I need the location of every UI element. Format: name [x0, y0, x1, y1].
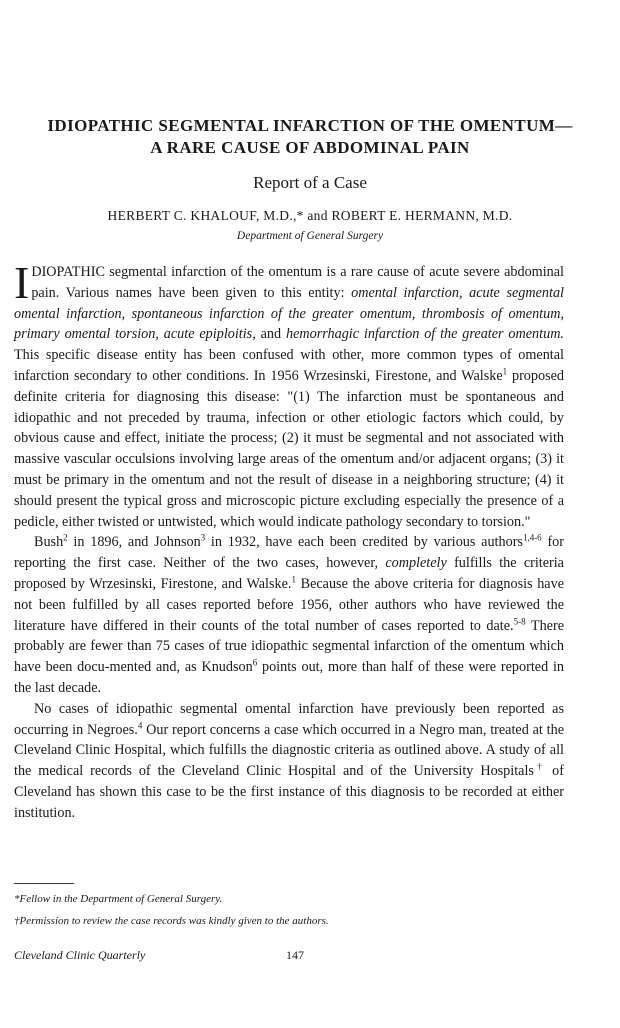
p2-text-7: There probably are fewer than 75 cases of true idiopathic segmental infarction of the omentum which have been docu-mented and, as Knudson: [14, 617, 565, 676]
footnote-fellow: *Fellow in the Department of General Surgery.: [14, 893, 223, 905]
p1-text-4: proposed definite criteria for diagnosing this disease: "(1) The infarction must be spontaneous and idiopathic and not preceded by trauma, infection or other etiologic factors which could, by obvious cause and effect, initiate the process; (2) it must be segmental and not associated with massive vascular occulsions involving large areas of the omentum and/or adjacent organs; (3) it must be primary in the omentum and not the result of disease in a neighboring structure; (4) it should present the typical gross and microscopic picture excluding especially the presence of a pedicle, either twisted or untwisted, which would indicate pathology secondary to torsion.": [14, 367, 564, 530]
department-line: Department of General Surgery: [236, 230, 384, 242]
citation-ref: 5-8: [513, 615, 526, 626]
paragraph-1: [14, 257, 564, 532]
footnote-divider: [14, 883, 74, 884]
p2-text-8: points out, more than half of these were reported in the last decade.: [14, 659, 564, 696]
p2-text-5: fulfills the criteria proposed by Wrzesinski, Firestone, and Walske.: [14, 555, 564, 592]
p2-text-3: in 1932, have each been credited by various authors: [205, 534, 523, 551]
paragraph-2: [14, 532, 564, 698]
citation-ref: 1: [291, 574, 296, 585]
footnote-permission: †Permission to review the case records was kindly given to the authors.: [14, 915, 329, 927]
paragraph-3: [14, 699, 564, 824]
page-number: 147: [286, 948, 304, 962]
article-title-line-2: A RARE CAUSE OF ABDOMINAL PAIN: [150, 138, 470, 157]
dagger-ref: †: [533, 761, 546, 772]
article-subtitle: Report of a Case: [253, 173, 367, 192]
citation-ref: 6: [252, 657, 258, 668]
p1-italic-name-2: hemorrhagic infarction of the greater omentum.: [285, 326, 564, 343]
author-line: HERBERT C. KHALOUF, M.D.,* and ROBERT E. HERMANN, M.D.: [107, 208, 513, 223]
p2-text-1: Bush: [34, 534, 64, 551]
p1-text-2: and: [255, 326, 286, 343]
citation-ref: 1,4-6: [522, 532, 542, 543]
citation-ref: 1: [502, 366, 508, 377]
citation-ref: 2: [63, 532, 68, 543]
p3-text-3: of Cleveland has shown this case to be the first instance of this diagnosis to be recorded at either institution.: [14, 763, 565, 821]
citation-ref: 3: [200, 532, 206, 543]
drop-cap: I: [14, 257, 30, 308]
journal-name: Cleveland Clinic Quarterly: [14, 948, 146, 962]
footnotes: [14, 888, 564, 932]
p2-text-2: in 1896, and Johnson: [67, 534, 201, 551]
citation-ref: 4: [137, 719, 143, 730]
p1-text-1: DIOPATHIC segmental infarction of the omentum is a rare cause of acute severe abdominal pain. Various names have been given to this entity:: [31, 264, 564, 301]
p3-text-1: No cases of idiopathic segmental omental infarction have previously been reported as occurring in Negroes.: [14, 700, 564, 738]
p2-text-6: Because the above criteria for diagnosis have not been fulfilled by all cases reported before 1956, other authors who have reviewed the literature have differed in their counts of the total number of cases reported to date.: [14, 575, 564, 634]
p1-italic-names: omental infarction, acute segmental omental infarction, spontaneous infarction of the greater omentum, thrombosis of omentum, primary omental torsion, acute epiploitis,: [14, 284, 564, 343]
p3-text-2: Our report concerns a case which occurred in a Negro man, treated at the Cleveland Clinic Hospital, which fulfills the diagnostic criteria as outlined above. A study of all the medical records of the Cleveland Clinic Hospital and of the University Hospitals: [14, 721, 564, 780]
p2-text-4: for reporting the first case. Neither of the two cases, however,: [14, 534, 564, 572]
p1-text-3: This specific disease entity has been confused with other, more common types of omental infarction secondary to other conditions. In 1956 Wrzesinski, Firestone, and Walske: [14, 347, 564, 384]
article-body: [14, 257, 565, 824]
p2-italic-completely: completely: [385, 555, 447, 572]
article-title-line-1: IDIOPATHIC SEGMENTAL INFARCTION OF THE OMENTUM—: [47, 116, 573, 135]
